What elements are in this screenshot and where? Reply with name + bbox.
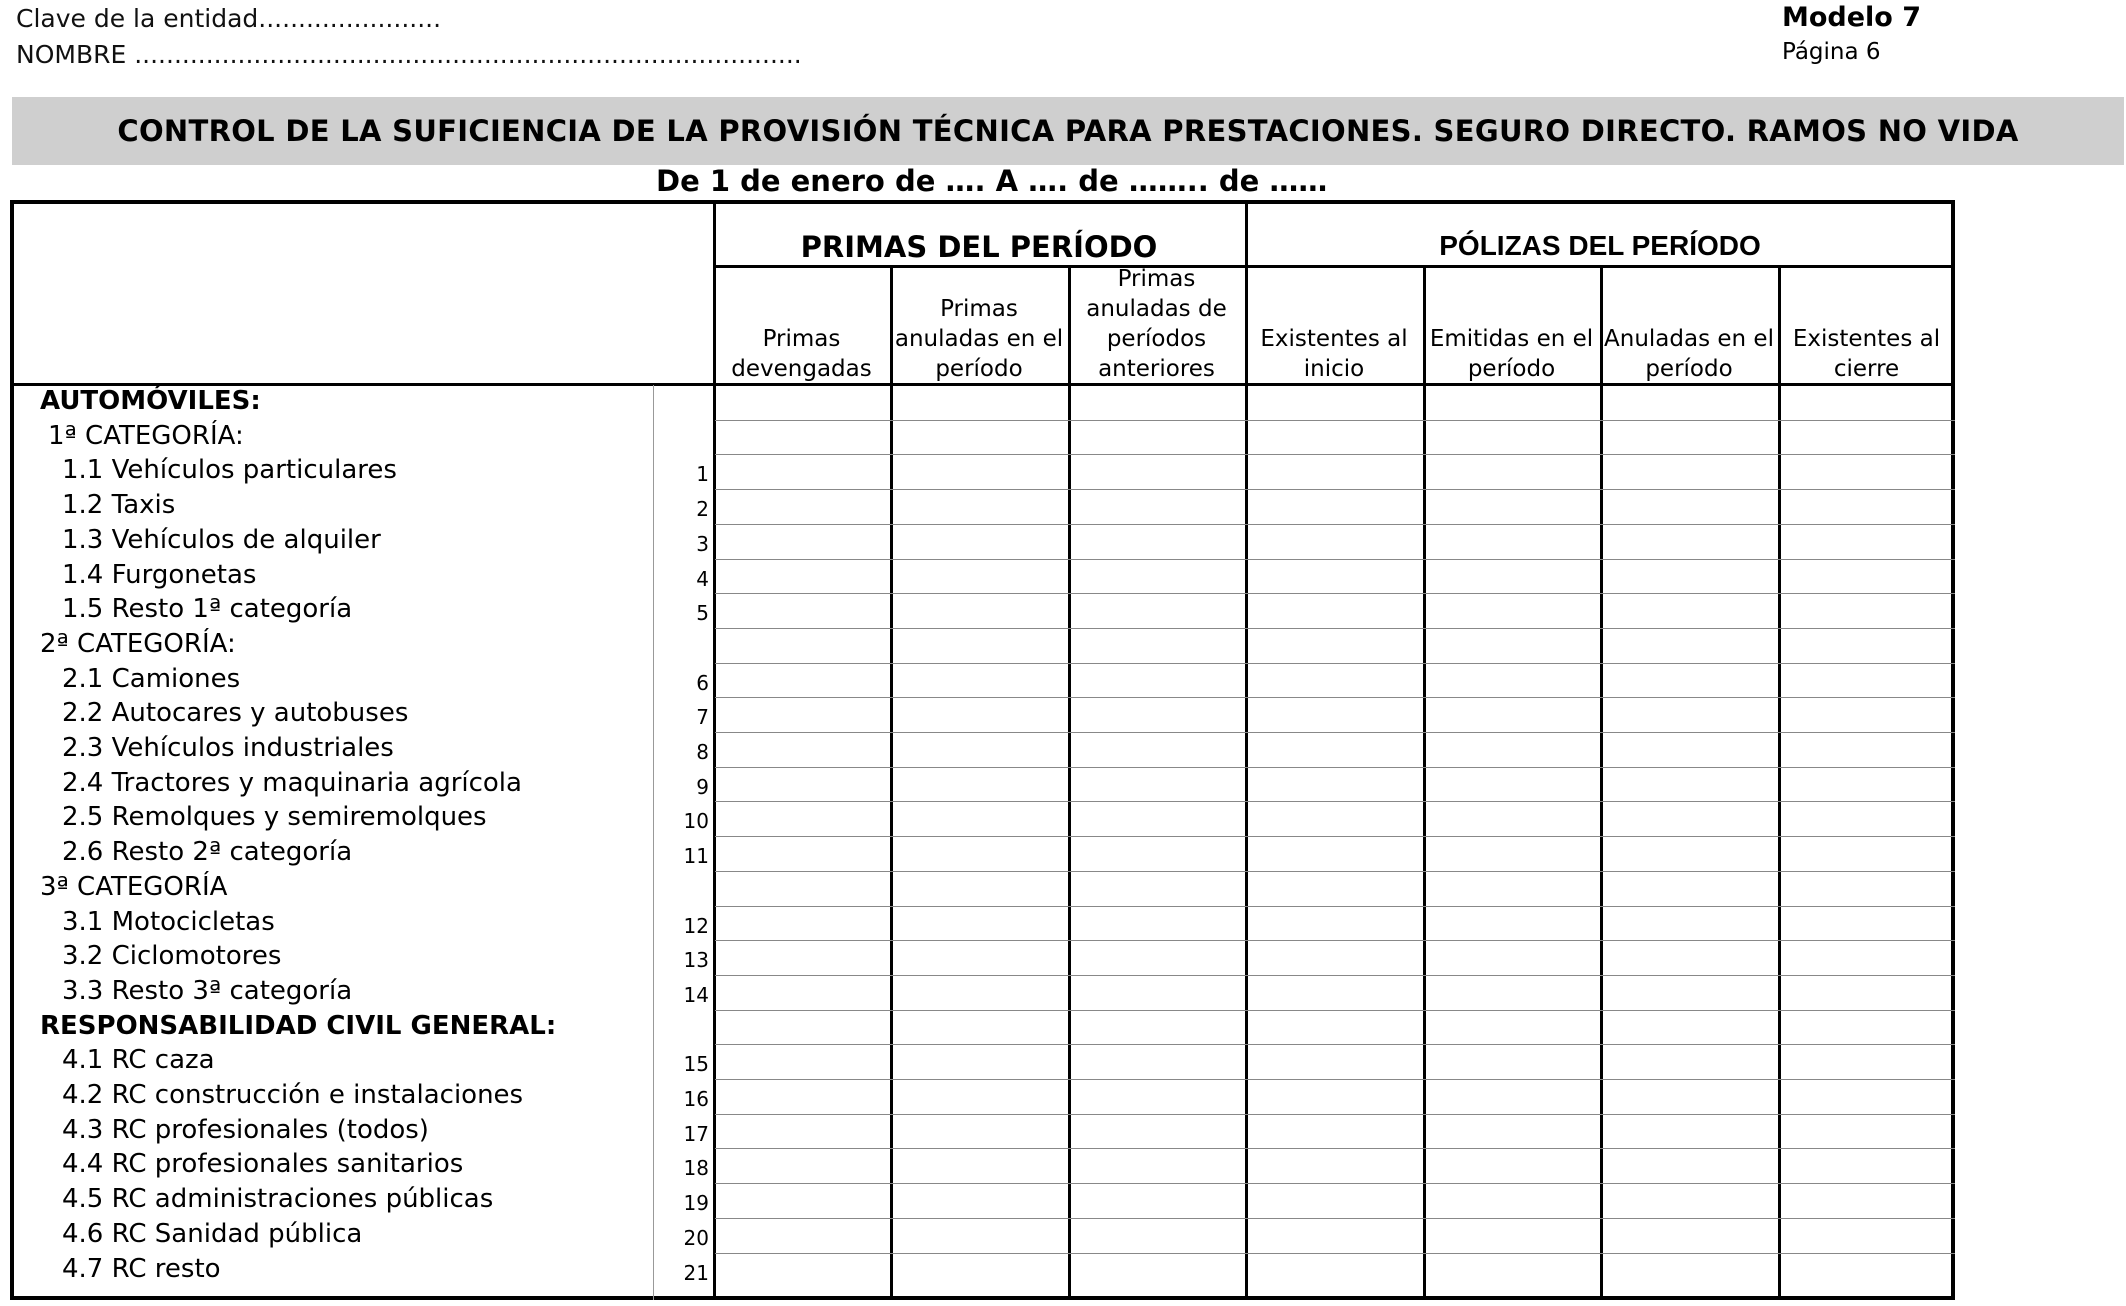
row-separator bbox=[715, 801, 1955, 802]
column-header-5 bbox=[1423, 266, 1600, 384]
row-label: AUTOMÓVILES: bbox=[40, 386, 261, 416]
column-header-text: anuladas en el bbox=[894, 326, 1064, 352]
row-separator bbox=[715, 975, 1955, 976]
form-title-bar bbox=[12, 97, 2124, 165]
group-header-polizas: PÓLIZAS DEL PERÍODO bbox=[1439, 230, 1761, 261]
column-header-text: Existentes al bbox=[1260, 326, 1408, 352]
column-header-text: Anuladas en el bbox=[1604, 326, 1774, 352]
row-label: 4.3 RC profesionales (todos) bbox=[62, 1114, 429, 1145]
row-label: 3.2 Ciclomotores bbox=[62, 941, 282, 972]
row-number: 15 bbox=[683, 1052, 709, 1077]
row-label: 4.5 RC administraciones públicas bbox=[62, 1184, 494, 1215]
column-header-text: período bbox=[1467, 356, 1556, 382]
row-label: 1.3 Vehículos de alquiler bbox=[62, 524, 381, 555]
row-separator bbox=[715, 836, 1955, 837]
column-divider bbox=[1245, 200, 1248, 1300]
row-number: 4 bbox=[696, 566, 709, 591]
row-number: 12 bbox=[683, 913, 709, 938]
column-header-6 bbox=[1600, 266, 1778, 384]
row-separator bbox=[715, 1114, 1955, 1115]
row-number: 21 bbox=[683, 1260, 709, 1285]
row-label: 4.2 RC construcción e instalaciones bbox=[62, 1080, 524, 1110]
row-separator bbox=[715, 732, 1955, 733]
row-separator bbox=[715, 1148, 1955, 1149]
number-column-divider bbox=[653, 385, 654, 1300]
row-separator bbox=[715, 1183, 1955, 1184]
row-number: 5 bbox=[696, 601, 709, 626]
row-number: 18 bbox=[683, 1156, 709, 1181]
column-header-1 bbox=[713, 266, 890, 384]
page-number: Página 6 bbox=[1782, 39, 1881, 65]
row-separator bbox=[715, 940, 1955, 941]
row-separator bbox=[715, 593, 1955, 594]
header-bottom-line bbox=[12, 383, 1955, 386]
column-header-text: devengadas bbox=[731, 356, 872, 382]
group-header-primas: PRIMAS DEL PERÍODO bbox=[800, 230, 1158, 264]
row-label: 1.4 Furgonetas bbox=[62, 559, 257, 590]
row-label: 1.1 Vehículos particulares bbox=[62, 455, 397, 486]
row-label: RESPONSABILIDAD CIVIL GENERAL: bbox=[40, 1010, 557, 1041]
row-number: 19 bbox=[683, 1191, 709, 1216]
row-number: 20 bbox=[683, 1225, 709, 1250]
row-label: 4.7 RC resto bbox=[62, 1253, 221, 1284]
row-separator bbox=[715, 697, 1955, 698]
row-label: 1ª CATEGORÍA: bbox=[48, 420, 244, 451]
row-separator bbox=[715, 1218, 1955, 1219]
column-header-text: Emitidas en el bbox=[1429, 326, 1594, 352]
column-header-text: inicio bbox=[1303, 356, 1365, 382]
row-label: 1.5 Resto 1ª categoría bbox=[62, 594, 353, 625]
row-label: 2.4 Tractores y maquinaria agrícola bbox=[62, 767, 522, 798]
row-label: 3ª CATEGORÍA bbox=[40, 871, 228, 902]
row-label: 1.2 Taxis bbox=[62, 490, 176, 521]
column-header-2 bbox=[890, 266, 1068, 384]
row-label: 2.3 Vehículos industriales bbox=[62, 733, 394, 763]
row-label: 4.6 RC Sanidad pública bbox=[62, 1218, 363, 1249]
column-divider bbox=[713, 200, 716, 1300]
row-separator bbox=[715, 1044, 1955, 1045]
column-header-text: Primas bbox=[1117, 266, 1196, 292]
row-label: 2.1 Camiones bbox=[62, 663, 241, 694]
row-number: 6 bbox=[696, 670, 709, 695]
row-label: 3.3 Resto 3ª categoría bbox=[62, 975, 353, 1006]
row-separator bbox=[715, 1079, 1955, 1080]
column-header-text: períodos bbox=[1106, 326, 1207, 352]
row-separator bbox=[715, 628, 1955, 629]
row-number: 14 bbox=[683, 982, 709, 1007]
row-label: 3.1 Motocicletas bbox=[62, 906, 275, 937]
row-separator bbox=[715, 489, 1955, 490]
row-number: 17 bbox=[683, 1121, 709, 1146]
row-label: 4.4 RC profesionales sanitarios bbox=[62, 1149, 464, 1180]
row-separator bbox=[715, 906, 1955, 907]
group-divider-line bbox=[713, 265, 1955, 268]
row-number: 10 bbox=[683, 809, 709, 834]
row-label: 2.6 Resto 2ª categoría bbox=[62, 837, 353, 868]
column-header-text: Primas bbox=[940, 296, 1018, 322]
column-header-text: período bbox=[1645, 356, 1733, 382]
row-number: 3 bbox=[696, 531, 709, 556]
model-label: Modelo 7 bbox=[1782, 2, 1922, 33]
row-separator bbox=[715, 663, 1955, 664]
row-number: 13 bbox=[683, 948, 709, 973]
row-separator bbox=[715, 524, 1955, 525]
row-separator bbox=[715, 767, 1955, 768]
period-line: De 1 de enero de …. A …. de …….. de …… bbox=[656, 164, 1328, 198]
row-label: 2.5 Remolques y semiremolques bbox=[62, 802, 487, 833]
column-header-3 bbox=[1068, 266, 1245, 384]
row-separator bbox=[715, 1010, 1955, 1011]
row-separator bbox=[715, 420, 1955, 421]
column-header-text: anuladas de bbox=[1086, 296, 1227, 322]
row-label: 2.2 Autocares y autobuses bbox=[62, 698, 409, 729]
row-number: 9 bbox=[696, 774, 709, 799]
row-separator bbox=[715, 454, 1955, 455]
row-number: 11 bbox=[683, 844, 709, 869]
column-header-text: Existentes al bbox=[1792, 326, 1941, 352]
row-separator bbox=[715, 871, 1955, 872]
column-header-7 bbox=[1778, 266, 1955, 384]
row-number: 16 bbox=[683, 1087, 709, 1111]
column-header-4 bbox=[1245, 266, 1423, 384]
row-label: 2ª CATEGORÍA: bbox=[40, 628, 236, 659]
form-title: CONTROL DE LA SUFICIENCIA DE LA PROVISIÓN TÉCNICA PARA PRESTACIONES. SEGURO DIRECTO. RAMOS NO VIDA bbox=[117, 114, 2019, 148]
row-separator bbox=[715, 1253, 1955, 1254]
row-number: 7 bbox=[696, 705, 709, 730]
row-number: 1 bbox=[696, 462, 709, 487]
column-header-text: cierre bbox=[1833, 356, 1900, 382]
column-header-text: Primas bbox=[762, 326, 841, 352]
row-number: 8 bbox=[696, 740, 709, 764]
row-label: 4.1 RC caza bbox=[62, 1045, 215, 1076]
column-header-text: anteriores bbox=[1098, 356, 1215, 382]
row-number: 2 bbox=[696, 497, 709, 522]
entity-name-line: NOMBRE .................................................................................... bbox=[16, 40, 802, 69]
row-separator bbox=[715, 559, 1955, 560]
column-header-text: período bbox=[935, 356, 1023, 382]
entity-key-line: Clave de la entidad....................... bbox=[16, 4, 442, 33]
